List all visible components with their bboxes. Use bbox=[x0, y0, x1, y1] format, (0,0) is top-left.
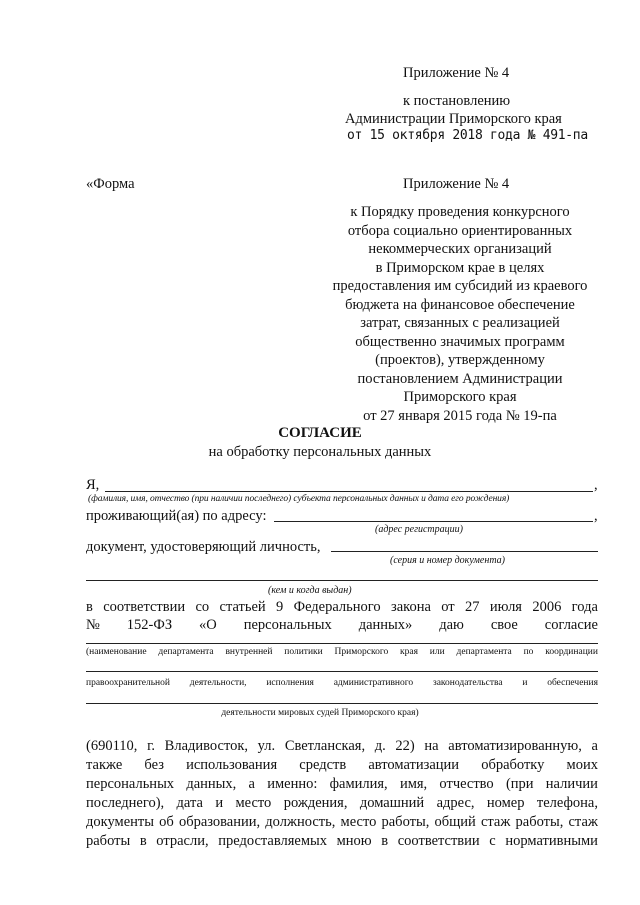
body-line-5 bbox=[86, 813, 598, 832]
appendix2-line: Приморского края bbox=[403, 389, 517, 405]
document-field[interactable] bbox=[331, 551, 598, 552]
appendix2-line: общественно значимых программ bbox=[355, 333, 565, 350]
i-label: Я, bbox=[86, 477, 100, 493]
appendix2-line: (проектов), утвержденному bbox=[375, 352, 545, 368]
appendix2-line: предоставления им субсидий из краевого bbox=[332, 278, 588, 294]
word: обеспечения bbox=[547, 678, 598, 688]
word: даю bbox=[439, 617, 464, 633]
word: средств bbox=[299, 757, 347, 773]
word: работы bbox=[86, 833, 131, 849]
word: без bbox=[144, 757, 164, 773]
word: деятельности, bbox=[189, 678, 247, 688]
word: с bbox=[489, 833, 496, 849]
word: № bbox=[86, 617, 100, 633]
word: в bbox=[381, 833, 389, 849]
word: и bbox=[215, 795, 224, 811]
word: фамилия, bbox=[329, 776, 388, 792]
word: образовании, bbox=[178, 814, 261, 830]
body-line-6 bbox=[86, 832, 598, 851]
word: документы bbox=[86, 814, 154, 830]
word: Владивосток, bbox=[164, 738, 249, 754]
word: а bbox=[248, 776, 255, 792]
word: общий bbox=[434, 814, 476, 830]
word: работы, bbox=[515, 814, 564, 830]
word: нормативными bbox=[505, 833, 598, 849]
body-line-1 bbox=[86, 737, 598, 756]
address-field[interactable] bbox=[274, 521, 593, 522]
word: внутренней bbox=[225, 647, 273, 657]
word: края bbox=[400, 647, 418, 657]
document-caption: (серия и номер документа) bbox=[390, 555, 506, 566]
appendix-title: Приложение № 4 bbox=[403, 65, 510, 81]
word: административного bbox=[333, 678, 414, 688]
word: свое bbox=[490, 617, 518, 633]
word: 152-ФЗ bbox=[126, 617, 173, 633]
word: 22) bbox=[395, 738, 415, 754]
word: также bbox=[86, 757, 123, 773]
resolution-date-number: от 15 октября 2018 года № 491-па bbox=[347, 128, 588, 143]
word: Приморского bbox=[334, 647, 389, 657]
word: по bbox=[523, 647, 534, 657]
body-line-3 bbox=[86, 775, 598, 794]
word: ул. bbox=[257, 738, 276, 754]
word: и bbox=[522, 678, 528, 688]
word: г. bbox=[147, 738, 156, 754]
appendix2-line: затрат, связанных с реализацией bbox=[360, 315, 560, 331]
word: статьей bbox=[219, 599, 266, 615]
full-name-field[interactable] bbox=[105, 491, 593, 492]
word: в bbox=[139, 833, 147, 849]
word: работы, bbox=[381, 814, 430, 830]
word: (690110, bbox=[86, 738, 138, 754]
word: имя, bbox=[399, 776, 428, 792]
word: отчество bbox=[439, 776, 494, 792]
word: соответствии bbox=[397, 833, 480, 849]
word: место bbox=[235, 795, 272, 811]
issued-by-caption: (кем и когда выдан) bbox=[268, 585, 352, 596]
word: наличии bbox=[545, 776, 598, 792]
word: или bbox=[429, 647, 445, 657]
word: д. bbox=[374, 738, 386, 754]
consent-subtitle: на обработку персональных данных bbox=[208, 444, 432, 460]
department-field-3[interactable] bbox=[86, 703, 598, 704]
address-caption: (адрес регистрации) bbox=[375, 524, 463, 535]
word: закона bbox=[390, 599, 431, 615]
word: 27 bbox=[465, 599, 480, 615]
word: дата bbox=[176, 795, 203, 811]
appendix2-line: отбора социально ориентированных bbox=[347, 222, 573, 239]
appendix2-line: в Приморском крае в целях bbox=[375, 259, 545, 276]
word: последнего), bbox=[86, 795, 165, 811]
word: соответствии bbox=[103, 599, 186, 615]
word: данных, bbox=[186, 776, 237, 792]
word: от bbox=[441, 599, 455, 615]
full-name-caption: (фамилия, имя, отчество (при наличии последнего) субъекта персональных данных и дата его рождения) bbox=[88, 494, 510, 504]
word: на bbox=[424, 738, 439, 754]
word: (наименование bbox=[86, 647, 147, 657]
word: «О bbox=[199, 617, 217, 633]
word: предоставляемых bbox=[218, 833, 328, 849]
word: Светланская, bbox=[284, 738, 366, 754]
word: место bbox=[340, 814, 377, 830]
word: телефона, bbox=[536, 795, 598, 811]
word: стаж bbox=[480, 814, 511, 830]
word: отрасли, bbox=[156, 833, 209, 849]
word: согласие bbox=[544, 617, 598, 633]
administration: Администрации Приморского края bbox=[345, 111, 562, 127]
word: персональных bbox=[86, 776, 175, 792]
word: об bbox=[159, 814, 174, 830]
word: (при bbox=[505, 776, 534, 792]
word: адрес, bbox=[436, 795, 475, 811]
word: исполнения bbox=[266, 678, 314, 688]
word: данных» bbox=[358, 617, 413, 633]
word: должность, bbox=[265, 814, 336, 830]
appendix2-line: от 27 января 2015 года № 19-па bbox=[363, 407, 557, 424]
word: автоматизированную, bbox=[448, 738, 582, 754]
word: а bbox=[591, 738, 598, 754]
body-line-2 bbox=[86, 756, 598, 775]
word: со bbox=[195, 599, 210, 615]
address-end: , bbox=[594, 508, 598, 524]
appendix2-line: некоммерческих организаций bbox=[368, 241, 552, 257]
appendix2-line: постановлением Администрации bbox=[357, 370, 563, 387]
i-end: , bbox=[594, 477, 598, 493]
to-resolution: к постановлению bbox=[403, 93, 511, 109]
law-line-1 bbox=[86, 598, 598, 617]
word: рождения, bbox=[283, 795, 348, 811]
word: департамента bbox=[456, 647, 512, 657]
word: домашний bbox=[359, 795, 425, 811]
law-line-2 bbox=[86, 616, 598, 635]
appendix2-title: Приложение № 4 bbox=[403, 176, 510, 192]
word: стаж bbox=[568, 814, 598, 830]
word: координации bbox=[545, 647, 598, 657]
word: номер bbox=[486, 795, 525, 811]
appendix2-line: к Порядку проведения конкурсного bbox=[350, 204, 570, 220]
word: 9 bbox=[276, 599, 284, 615]
word: обработку bbox=[481, 757, 545, 773]
address-label: проживающий(ая) по адресу: bbox=[86, 508, 267, 524]
department-line-3: деятельности мировых судей Приморского края) bbox=[221, 708, 419, 718]
word: июля bbox=[489, 599, 522, 615]
word: автоматизации bbox=[368, 757, 460, 773]
word: 2006 bbox=[532, 599, 562, 615]
issued-by-field[interactable] bbox=[86, 580, 598, 581]
form-label: «Форма bbox=[86, 176, 135, 192]
document-label: документ, удостоверяющий личность, bbox=[86, 539, 321, 555]
word: мною bbox=[336, 833, 372, 849]
body-line-4 bbox=[86, 794, 598, 813]
word: правоохранительной bbox=[86, 678, 170, 688]
word: в bbox=[86, 599, 93, 615]
word: законодательства bbox=[432, 678, 503, 688]
department-field-2[interactable] bbox=[86, 671, 598, 672]
word: Федерального bbox=[293, 599, 381, 615]
word: персональных bbox=[243, 617, 332, 633]
word: именно: bbox=[267, 776, 318, 792]
department-line-2 bbox=[86, 677, 598, 689]
appendix2-line: бюджета на финансовое обеспечение bbox=[345, 296, 575, 313]
department-field-1[interactable] bbox=[86, 643, 598, 644]
department-line-1 bbox=[86, 646, 598, 658]
word: использования bbox=[186, 757, 278, 773]
word: департамента bbox=[158, 647, 214, 657]
appendix2-text bbox=[315, 203, 605, 425]
consent-title: СОГЛАСИЕ bbox=[278, 425, 362, 441]
word: политики bbox=[284, 647, 323, 657]
word: года bbox=[571, 599, 598, 615]
word: моих bbox=[566, 757, 598, 773]
